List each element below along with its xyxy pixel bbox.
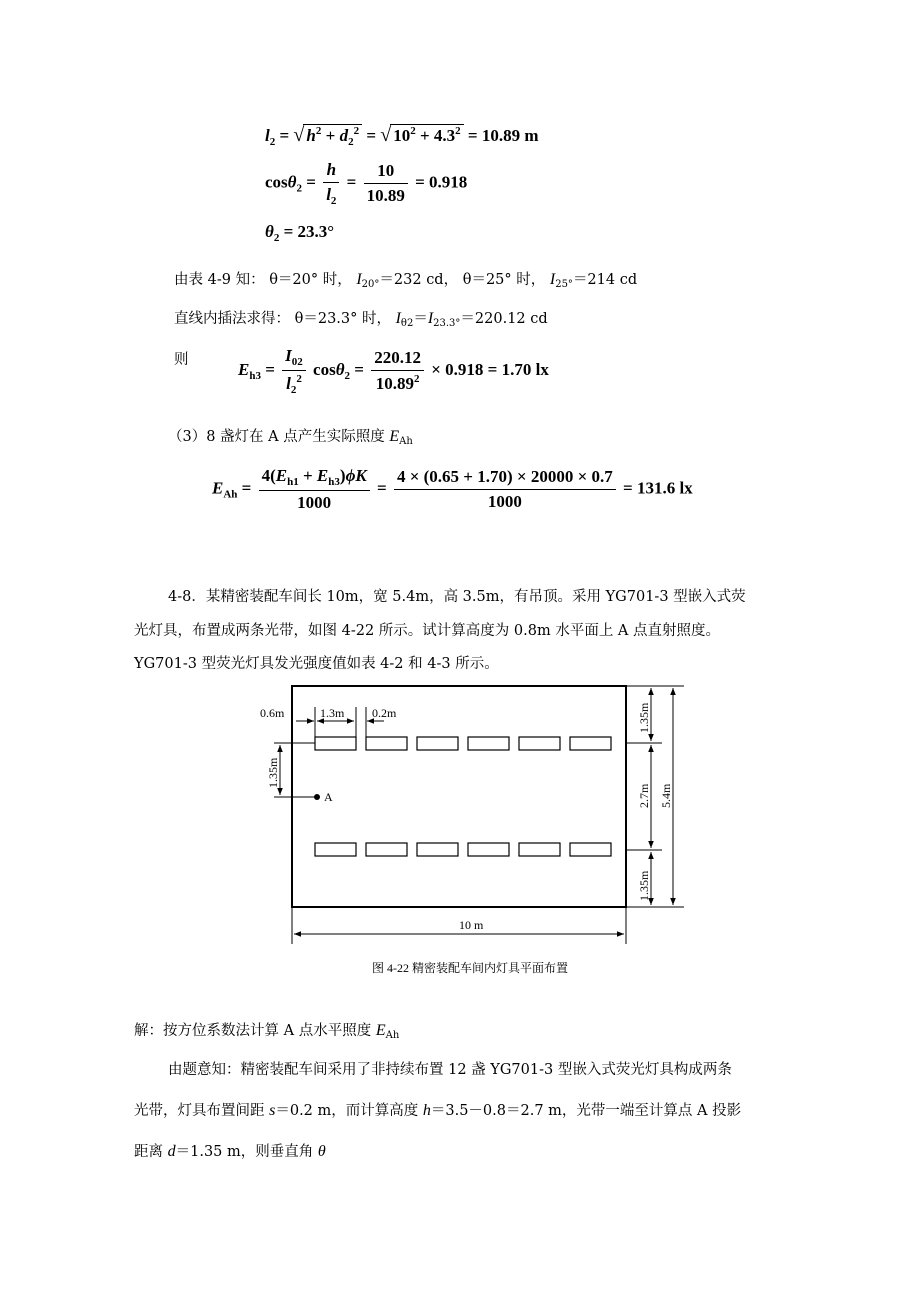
text: 直线内插法求得： [174, 311, 290, 327]
eq-num: 10 [393, 126, 411, 145]
eq-sub: Ah [223, 488, 238, 501]
text: 解：按方位系数法计算 A 点水平照度 [134, 1023, 376, 1039]
eq-sup: 2 [410, 125, 416, 137]
text: ＝214 cd [572, 272, 638, 288]
dim-label-1.35m-bottom: 1.35m [637, 870, 651, 901]
solution-line-1: 由题意知：精密装配车间采用了非持续布置 12 盏 YG701-3 型嵌入式荧光灯具构成两条 [168, 1062, 732, 1078]
lamp [366, 737, 407, 750]
text: ＝3.5－0.8＝2.7 m，光带一端至计算点 A 投影 [430, 1103, 742, 1119]
lamp-row-bottom [315, 843, 611, 856]
eq-result: = 131.6 lx [623, 478, 693, 498]
text: ＝ [413, 311, 428, 327]
eq-sub: 2 [273, 232, 280, 244]
eq-result: = 0.918 [415, 172, 468, 192]
equation-l2: $l_2$ = √ $h^2 + d_2^2$ = √ $10^2 + 4.3^2 = 10.89$ m [265, 124, 539, 148]
problem-line-3: YG701-3 型荧光灯具发光强度值如表 4-2 和 4-3 所示。 [134, 656, 499, 672]
eq-var: E [389, 428, 400, 445]
eq-var: l [265, 126, 270, 145]
eq-sub: Ah [385, 1030, 400, 1041]
eq-sub: 23.3° [433, 318, 461, 329]
eq-var: h [422, 1102, 431, 1119]
eq-op: ) [339, 466, 346, 485]
dim-label-1.35m-left: 1.35m [266, 757, 280, 788]
eq-radicand: $10^2 + 4.3^2$ [390, 124, 463, 146]
frac-den: l [326, 185, 331, 204]
lamp [315, 843, 356, 856]
frac-num: 4 × (0.65 + 1.70) × 20000 × 0.7 [394, 467, 616, 490]
frac-num: 4( [261, 466, 276, 485]
dim-label-10m: 10 m [459, 918, 484, 932]
eq-sub: 20° [361, 279, 380, 290]
solution-line-2 [134, 1099, 741, 1120]
eq-sub: 2 [269, 136, 276, 148]
eq-var: I [427, 310, 434, 327]
text: θ＝20° 时， [269, 272, 352, 288]
lamp [519, 843, 560, 856]
problem-line-1: 4-8．某精密装配车间长 10m，宽 5.4m，高 3.5m，有吊顶。采用 YG701-3 型嵌入式荧 [168, 589, 746, 605]
frac-num: 10 [364, 161, 408, 184]
frac-den: 1000 [297, 493, 332, 512]
eq-var: E [212, 478, 224, 498]
then-label: 则 [174, 352, 189, 368]
eq-var: ϕ [345, 466, 356, 485]
dim-label-1.3m: 1.3m [320, 706, 345, 720]
text: 光带，灯具布置间距 [134, 1103, 270, 1119]
lamp [570, 843, 611, 856]
frac-den: 10.89 [375, 374, 414, 393]
eq-func: cos [265, 172, 288, 192]
figure-caption: 图 4-22 精密装配车间内灯具平面布置 [372, 961, 568, 975]
lamp [417, 737, 458, 750]
eq-num: 4.3 [433, 126, 456, 145]
lamp [417, 843, 458, 856]
eq-sup: 2 [296, 373, 302, 385]
dim-label-0.2m: 0.2m [372, 706, 397, 720]
eq-op: + [298, 466, 317, 485]
eq-var: I [549, 271, 556, 288]
eq-var: K [355, 466, 367, 485]
lamp [519, 737, 560, 750]
eq-result: × 0.918 = 1.70 lx [431, 359, 549, 379]
eq-sub: h3 [328, 476, 340, 488]
equation-eh3: $E_{h3}$ = $\frac{I_{02}}{l_2^2}$ cosθ$_2$ = $\frac{220.12}{10.89^2}$ × 0.918 = 1.70 lx [238, 346, 549, 396]
dim-label-5.4m: 5.4m [659, 783, 673, 808]
lamp-row-top [315, 737, 611, 750]
eq-var: E [275, 466, 288, 485]
eq-sup: 2 [353, 125, 360, 137]
text: θ＝25° 时， [462, 272, 546, 288]
eq-var: I [395, 310, 401, 327]
frac-den: 10.89 [366, 186, 405, 205]
eq-var: d [167, 1143, 176, 1160]
text: ＝0.2 m，而计算高度 [275, 1103, 423, 1119]
eq-radicand: $h^2 + d_2^2$ [303, 124, 362, 148]
frac-den: l [286, 374, 291, 393]
dim-label-1.35m-top: 1.35m [637, 702, 651, 733]
eq-var: I [356, 271, 362, 288]
lamp [366, 843, 407, 856]
eq-sub: θ2 [400, 318, 414, 329]
eq-sub: 2 [348, 136, 354, 148]
eq-var: d [339, 126, 349, 145]
eq-sub: 2 [330, 195, 337, 207]
sqrt-icon: √ [380, 124, 392, 146]
text: ＝220.12 cd [460, 311, 548, 327]
eq-var: h [306, 126, 316, 145]
text: （3）8 盏灯在 A 点产生实际照度 [168, 429, 390, 445]
eq-sub: 02 [291, 356, 303, 368]
text: ＝1.35 m，则垂直角 [175, 1144, 318, 1160]
frac-den: 1000 [487, 492, 522, 511]
equation-eah: $E_{Ah}$ = $\frac{4(E_{h1} + E_{h3})\phi K}{1000}$ = $\frac{4 \times (0.65 + 1.70) \times 20000 \times 0.7}{1000}$ = 131.6 lx [212, 466, 693, 512]
eq-var: θ [265, 222, 274, 241]
frac-num: h [323, 160, 339, 183]
dim-label-2.7m: 2.7m [637, 783, 651, 808]
point-a-marker [314, 794, 320, 800]
text: ＝232 cd， [379, 272, 459, 288]
eq-result: = 23.3° [283, 222, 335, 241]
eq-sub: Ah [399, 436, 413, 447]
text: 由表 4-9 知： [174, 272, 265, 288]
solution-heading [134, 1019, 399, 1041]
eq-var: E [238, 359, 250, 379]
eq-sub: 2 [296, 182, 302, 195]
dim-label-0.6m: 0.6m [260, 706, 285, 720]
eq-sup: 2 [413, 373, 420, 385]
frac-num: I [285, 346, 292, 365]
solution-line-3 [134, 1140, 326, 1161]
eq-sub: 2 [344, 369, 351, 382]
eq-sup: 2 [455, 125, 461, 137]
left-dimension [274, 743, 315, 797]
eq-var: θ [335, 359, 345, 379]
eq-sub: h1 [287, 476, 299, 488]
eq-sub: 2 [290, 384, 297, 396]
lamp [468, 737, 509, 750]
eq-var: E [375, 1022, 386, 1039]
eq-var: s [269, 1102, 276, 1119]
right-dimensions [626, 686, 684, 907]
lamp [570, 737, 611, 750]
text: θ＝23.3° 时， [294, 311, 391, 327]
eq-sub: 25° [555, 279, 573, 290]
text: 距离 [134, 1144, 168, 1160]
eq-sub: h3 [249, 369, 261, 382]
problem-line-2: 光灯具，布置成两条光带，如图 4-22 所示。试计算高度为 0.8m 水平面上 A 点直射照度。 [134, 623, 721, 639]
lamp [468, 843, 509, 856]
equation-cos-theta2: cosθ$_2$ = $\frac{h}{l_2}$ = $\frac{10}{10.89}$ = 0.918 [265, 160, 468, 207]
point-a-label: A [324, 790, 333, 804]
sqrt-icon: √ [293, 124, 305, 146]
eq-var: E [316, 466, 329, 485]
eq-func: cos [313, 359, 336, 379]
eq-var: θ [287, 172, 297, 192]
lamp [315, 737, 356, 750]
eq-sup: 2 [315, 125, 322, 137]
frac-num: 220.12 [371, 348, 424, 371]
eq-var: θ [317, 1143, 326, 1160]
eq-result: = 10.89 m [467, 126, 539, 145]
